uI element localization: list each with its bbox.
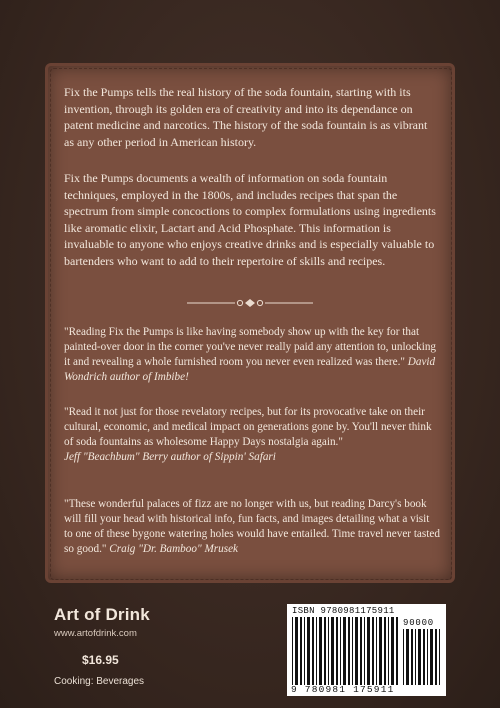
barcode-bar	[435, 629, 437, 685]
barcode-bar	[304, 617, 305, 685]
review-quote-2	[64, 405, 440, 465]
barcode-bar	[384, 617, 386, 685]
barcode-bar	[379, 617, 382, 685]
book-price: $16.95	[82, 653, 119, 667]
barcode-bar	[348, 617, 350, 685]
barcode-bar	[418, 629, 421, 685]
barcode-digits: 9 780981 175911	[291, 684, 395, 695]
barcode-bar	[396, 617, 398, 685]
barcode-bar	[336, 617, 338, 685]
barcode-bar	[343, 617, 346, 685]
barcode-bar	[391, 617, 394, 685]
barcode-bar	[439, 629, 440, 685]
barcode-bar	[388, 617, 389, 685]
barcode-bar	[427, 629, 428, 685]
barcode-bar	[372, 617, 374, 685]
barcode-bar	[364, 617, 365, 685]
barcode-addon-bars-icon	[403, 629, 441, 685]
barcode-bar	[340, 617, 341, 685]
barcode-bar	[403, 629, 404, 685]
barcode-bar	[295, 617, 298, 685]
barcode-bar	[352, 617, 353, 685]
publisher-url: www.artofdrink.com	[54, 628, 137, 639]
isbn-label: ISBN 9780981175911	[292, 606, 395, 616]
quote-text: "Reading Fix the Pumps is like having somebody show up with the key for that painted-over door in the corner you've never really paid any attention to, unlocking it and revealing a whole furnished room you never even realized was there."	[64, 326, 437, 368]
ornament-divider-icon	[185, 296, 315, 310]
barcode-bar	[367, 617, 370, 685]
barcode-bar	[355, 617, 358, 685]
barcode-bar	[360, 617, 362, 685]
barcode-bar	[316, 617, 317, 685]
quote-attribution: Craig "Dr. Bamboo" Mrusek	[109, 543, 239, 555]
description-paragraph-2: Fix the Pumps documents a wealth of information on soda fountain techniques, employed in the 1800s, and includes recipes that span the spectrum from simple concoctions to complex formulations using ingredients like aromatic elixir, Lactart and Acid Phosphate. This information is invaluable to anyone who enjoys creative drinks and is especially valuable to bartenders who want to add to their repertoire of skills and recipes.	[64, 171, 436, 268]
review-quote-1	[64, 325, 440, 385]
barcode-bar	[319, 617, 322, 685]
isbn-barcode	[287, 604, 446, 696]
barcode-bar	[411, 629, 413, 685]
quote-attribution: David Wondrich author of Imbibe!	[64, 356, 436, 383]
barcode-bar	[312, 617, 314, 685]
barcode-bars-icon	[292, 617, 400, 685]
barcode-bar	[292, 617, 293, 685]
barcode-bar	[430, 629, 433, 685]
book-category: Cooking: Beverages	[54, 676, 145, 687]
barcode-bar	[328, 617, 329, 685]
review-quote-3	[64, 497, 440, 557]
barcode-bar	[376, 617, 377, 685]
description-paragraph-1: Fix the Pumps tells the real history of the soda fountain, starting with its invention, through its golden era of creativity and into its dependance on patent medicine and narcotics. The history of the soda fountain is as vibrant as any other period in American history.	[64, 85, 428, 149]
barcode-bar	[300, 617, 302, 685]
barcode-bar	[307, 617, 310, 685]
barcode-bar	[324, 617, 326, 685]
barcode-bar	[423, 629, 425, 685]
quote-text: "These wonderful palaces of fizz are no longer with us, but reading Darcy's book will fill your head with historical info, fun facts, and images detailing what a visit to one of these bygone watering holes would have entailed. Time travel never tasted so good."	[64, 498, 440, 555]
barcode-bar	[415, 629, 416, 685]
quote-attribution: Jeff "Beachbum" Berry author of Sippin' Safari	[64, 451, 276, 463]
quote-text: "Read it not just for those revelatory recipes, but for its provocative take on their cultural, economic, and medical impact on generations gone by. You'll never think of soda fountains as wholesome Happy Days nostalgia again."	[64, 406, 432, 448]
publisher-info	[54, 605, 254, 687]
barcode-bar	[331, 617, 334, 685]
barcode-bar	[406, 629, 409, 685]
barcode-price-code: 90000	[403, 618, 435, 628]
publisher-name: Art of Drink	[54, 605, 150, 624]
